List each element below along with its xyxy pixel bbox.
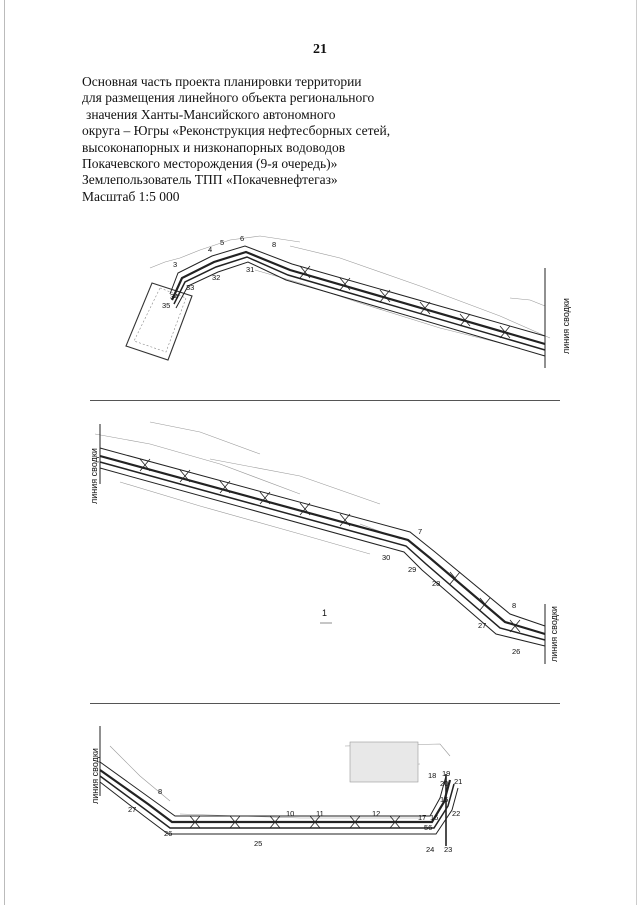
heading-line: значения Ханты-Мансийского автономного: [86, 106, 336, 122]
page-number: 21: [313, 42, 327, 57]
point-label: 27: [478, 621, 487, 630]
point-label: 15: [440, 795, 449, 804]
land-user-line: Землепользователь ТПП «Покачевнефтегаз»: [82, 172, 338, 188]
land-plot-boundary: [126, 283, 195, 360]
point-label: 11: [316, 809, 324, 818]
point-label: 31: [246, 265, 255, 274]
point-label: 19: [442, 769, 451, 778]
heading-line: высоконапорных и низконапорных водоводов: [82, 139, 346, 155]
heading-line: Основная часть проекта планировки территории: [82, 74, 362, 89]
map-sheet-3: [0, 706, 640, 866]
sheet-divider: [90, 703, 560, 704]
point-label: 16: [430, 813, 439, 822]
document-heading: [82, 74, 522, 205]
point-label: 25: [254, 839, 263, 848]
point-label: 8: [158, 787, 163, 796]
corridor-plan-1: [0, 228, 640, 398]
point-label: 32: [212, 273, 221, 282]
point-label: 34: [170, 292, 179, 301]
point-label: 24: [426, 845, 435, 854]
match-line-label: линия сводки: [549, 606, 559, 662]
building-block: [350, 742, 418, 782]
scale-line: Масштаб 1:5 000: [82, 188, 180, 204]
point-label: 17: [418, 813, 427, 822]
map-sheet-1: [0, 228, 640, 398]
point-label: 26: [164, 829, 173, 838]
point-label: 33: [186, 283, 195, 292]
point-label: 21: [454, 777, 463, 786]
map-sheet-2: [0, 404, 640, 694]
point-label: 20: [440, 779, 449, 788]
point-label: 6: [240, 234, 245, 243]
point-label: 30: [382, 553, 391, 562]
point-label: 35: [162, 301, 171, 310]
point-label: 8: [272, 240, 277, 249]
corridor-cross-marks: [300, 266, 510, 338]
point-label: 26: [512, 647, 521, 656]
corridor-plan-2: [0, 404, 640, 694]
match-line-label: линия сводки: [89, 448, 99, 504]
point-label: 12: [372, 809, 381, 818]
point-label: 4: [208, 245, 213, 254]
point-label: 23: [444, 845, 453, 854]
point-label: 5: [220, 238, 225, 247]
match-line-label: линия сводки: [561, 298, 571, 354]
pipeline-corridor: [170, 246, 545, 356]
point-label: 3: [173, 260, 178, 269]
point-label: 7: [418, 527, 423, 536]
point-label: 10: [286, 809, 295, 818]
sheet-divider: [90, 400, 560, 401]
point-label: 28: [432, 579, 441, 588]
point-label: 27: [128, 805, 137, 814]
point-label: 29: [408, 565, 417, 574]
match-line-label: линия сводки: [90, 748, 100, 804]
corridor-plan-3: [0, 706, 640, 866]
point-label: 22: [452, 809, 461, 818]
point-label: 8: [512, 601, 517, 610]
point-label: 18: [428, 771, 437, 780]
center-mark: 1: [322, 608, 328, 618]
heading-line: Покачевского месторождения (9-я очередь)»: [82, 156, 338, 172]
heading-line: округа – Югры «Реконструкция нефтесборных сетей,: [82, 123, 391, 139]
heading-line: для размещения линейного объекта регионального: [82, 90, 375, 106]
point-label: 56: [424, 823, 433, 832]
